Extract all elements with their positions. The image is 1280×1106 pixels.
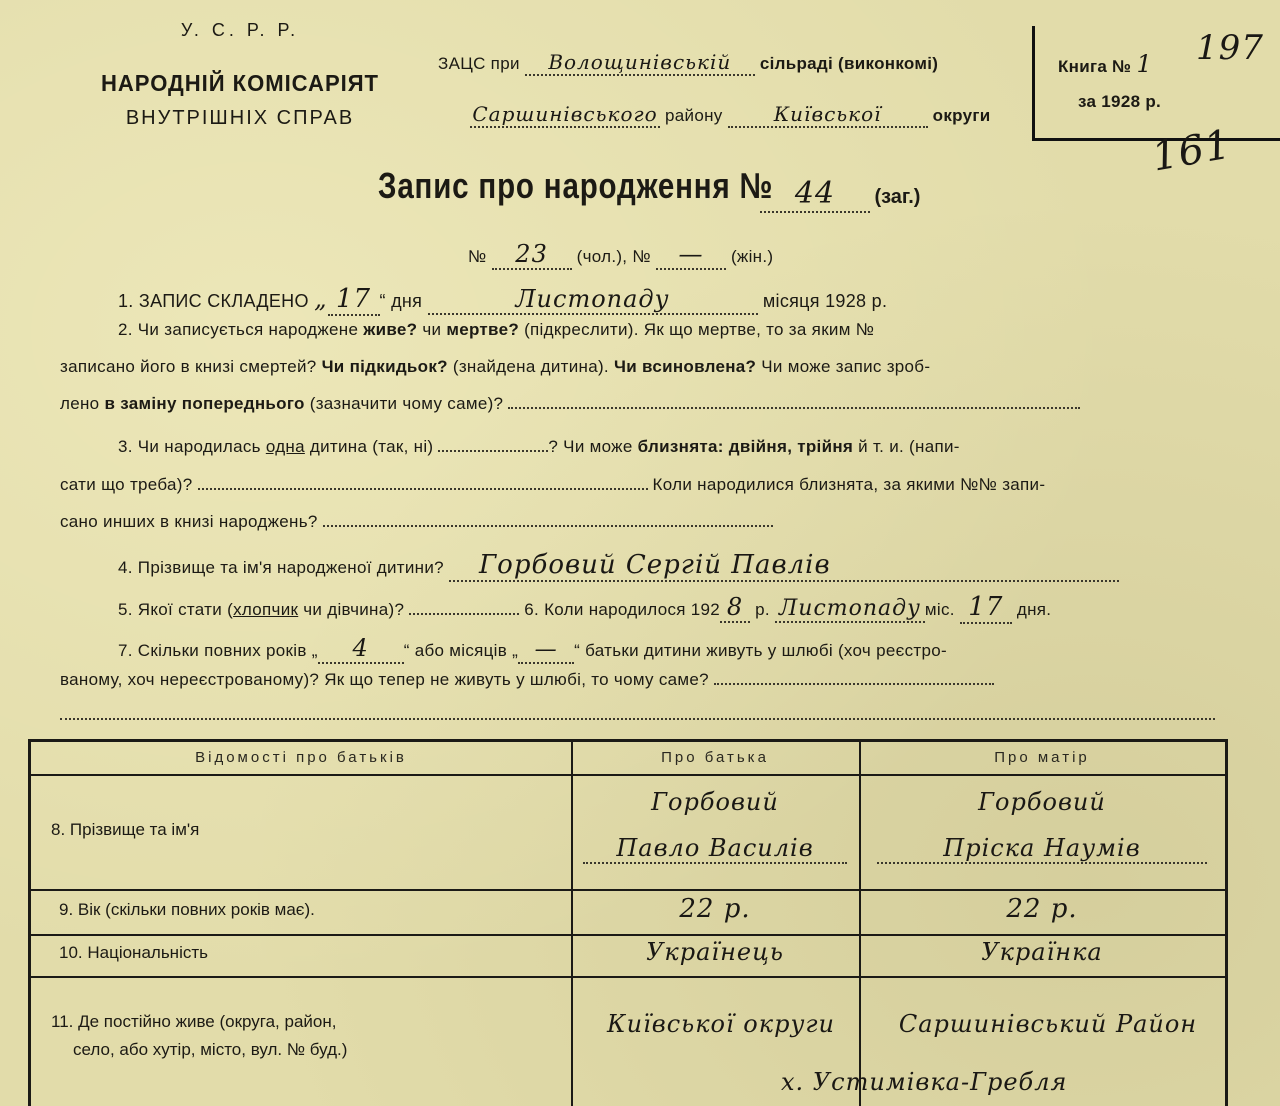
- q1-day-label: дня: [391, 291, 423, 311]
- q2-text-e: Чи може запис зроб-: [761, 357, 931, 376]
- q3-blank-1: [438, 450, 548, 452]
- q3-text-e: сати що треба)?: [60, 475, 193, 494]
- district-label: району: [665, 106, 723, 125]
- row10-label: 10. Національність: [59, 943, 208, 962]
- child-name: Горбовий Сергій Павлів: [449, 550, 1119, 582]
- q7-text-d: ваному, хоч нереєстрованому)? Як що тепер не живуть у шлюбі, то чому саме?: [60, 670, 709, 689]
- q2-text-b: (підкреслити). Як що мертве, то за яким №: [524, 320, 875, 339]
- book-year: за 1928 р.: [1078, 92, 1162, 111]
- q3-text-a: 3. Чи народилась: [118, 437, 261, 456]
- state-name: У. С. Р. Р.: [180, 20, 300, 40]
- commissariat-title: НАРОДНІЙ КОМІСАРІЯТ: [100, 70, 380, 96]
- q1-row: [118, 284, 887, 316]
- council-label: сільраді (виконкомі): [759, 54, 939, 73]
- q3-text-c: ? Чи може: [548, 437, 633, 456]
- zags-label: ЗАЦС при: [438, 54, 520, 73]
- gender-number-row: [468, 240, 773, 270]
- q2-line2: [60, 357, 930, 377]
- q3-line3: [60, 512, 773, 532]
- q5-boy: хлопчик: [233, 600, 299, 619]
- q3-blank-3: [323, 525, 773, 527]
- record-number: 44: [760, 176, 870, 213]
- mother-residence: Саршинівський Район: [898, 1010, 1198, 1038]
- q7-text-b: або місяців: [414, 641, 508, 660]
- female-label: (жін.): [730, 247, 774, 266]
- q3-text-b: дитина (так, ні): [309, 437, 434, 456]
- q6-month: Листопаду: [775, 596, 925, 623]
- male-number: 23: [492, 240, 572, 270]
- q1-quote-close: “: [379, 291, 386, 311]
- q7-years: 4: [318, 634, 404, 664]
- father-nationality: Українець: [646, 938, 784, 966]
- residence-line2: х. Устимівка-Гребля: [781, 1068, 1068, 1096]
- row11-label-line1: 11. Де постійно живе (округа, район,: [51, 1012, 337, 1031]
- mother-nationality: Українка: [981, 938, 1103, 966]
- q2-text-a: 2. Чи записується народжене: [118, 320, 359, 339]
- department-title: ВНУТРІШНІХ СПРАВ: [125, 107, 355, 129]
- parents-table: [28, 739, 1228, 1106]
- q7-months: —: [518, 637, 574, 664]
- male-label: (чол.), №: [576, 247, 651, 266]
- q3-twins: близнята: двійня, трійня: [637, 437, 854, 456]
- book-value: 1: [1136, 50, 1153, 78]
- q3-text-d: й т. и. (напи-: [858, 437, 960, 456]
- page-title: Запис про народження №: [378, 165, 774, 206]
- q7-blank-2: [60, 718, 1215, 720]
- q2-text-g: (зазначити чому саме)?: [309, 394, 504, 413]
- title-number-row: [760, 176, 920, 213]
- q1-tail: місяця 1928 р.: [762, 291, 888, 311]
- q6-dnia: дня.: [1016, 600, 1052, 619]
- father-surname: Горбовий: [651, 788, 779, 816]
- q5-text-b: чи дівчина)?: [303, 600, 405, 619]
- q7-text-a: 7. Скільки повних років: [118, 641, 307, 660]
- q2-or: чи: [422, 320, 442, 339]
- no-prefix: №: [468, 247, 487, 266]
- q7-line1: 7. Скільки повних років „ 4 “ або місяців „ — “ батьки дитини живуть у шлюбі (хоч реєстро-: [118, 634, 947, 662]
- row8-label: 8. Прізвище та ім'я: [51, 820, 200, 839]
- district-row: [470, 102, 991, 128]
- q2-line3: [60, 394, 1080, 414]
- zags-value: Волощинівській: [525, 50, 755, 76]
- district-value: Саршинівського: [470, 102, 660, 128]
- okrug-label: округи: [932, 106, 991, 125]
- row-divider-8: [31, 889, 1225, 891]
- row11-label-line2: село, або хутір, місто, вул. № буд.): [73, 1040, 348, 1059]
- record-suffix: (заг.): [874, 186, 921, 208]
- q4-label: 4. Прізвище та ім'я народженої дитини?: [118, 558, 444, 577]
- q3-text-f: Коли народилися близнята, за якими №№ запи-: [652, 475, 1046, 494]
- q5-q6-row: [118, 592, 1051, 624]
- q2-text-d: (знайдена дитина).: [452, 357, 609, 376]
- father-residence: Київської округи: [607, 1010, 835, 1038]
- q3-blank-2: [198, 488, 648, 490]
- q2-found: Чи підкидьок?: [321, 357, 448, 376]
- col-header-father: Про батька: [661, 749, 769, 766]
- okrug-value: Київської: [728, 102, 928, 128]
- q1-month: Листопаду: [428, 285, 758, 315]
- margin-number: 161: [1148, 121, 1235, 181]
- q6-day: 17: [960, 592, 1012, 624]
- q2-adopted: Чи всиновлена?: [613, 357, 757, 376]
- book-extra-number: 197: [1196, 28, 1264, 68]
- q6-mis: міс.: [924, 600, 955, 619]
- father-age: 22 р.: [679, 894, 751, 924]
- q3-line1: [118, 437, 960, 457]
- q6-r: р.: [755, 600, 770, 619]
- q7-text-c: батьки дитини живуть у шлюбі (хоч реєстро-: [585, 641, 947, 660]
- book-label: Книга №: [1058, 57, 1132, 76]
- q1-quote-open: „: [314, 285, 328, 313]
- zags-row: [438, 50, 938, 76]
- q2-live: живе?: [363, 320, 418, 339]
- row9-label: 9. Вік (скільки повних років має).: [59, 900, 315, 919]
- father-name: Павло Василів: [583, 834, 847, 864]
- q3-line2: [60, 475, 1045, 495]
- q2-line1: [118, 320, 874, 340]
- mother-name: Пріска Наумів: [877, 834, 1207, 864]
- mother-age: 22 р.: [1006, 894, 1078, 924]
- q7-line2: [60, 670, 994, 690]
- q3-one: одна: [265, 437, 305, 456]
- q2-text-f: лено: [60, 394, 100, 413]
- q3-text-g: сано инших в книзі народжень?: [60, 512, 318, 531]
- col-header-mother: Про матір: [994, 749, 1090, 766]
- female-number: —: [656, 240, 726, 270]
- q5-blank: [409, 613, 519, 615]
- col-header-info: Відомості про батьків: [195, 749, 407, 766]
- row-divider-9: [31, 934, 1225, 936]
- q1-label: 1. ЗАПИС СКЛАДЕНО: [118, 291, 309, 311]
- q2-dead: мертве?: [446, 320, 520, 339]
- row-divider-header: [31, 774, 1225, 776]
- q5-text-a: 5. Якої стати (: [118, 600, 234, 619]
- q2-replace: в заміну попереднього: [104, 394, 305, 413]
- mother-surname: Горбовий: [978, 788, 1106, 816]
- row-divider-10: [31, 976, 1225, 978]
- q1-day: 17: [328, 284, 380, 316]
- q7-blank-1: [714, 683, 994, 685]
- q6-label: 6. Коли народилося 192: [524, 600, 721, 619]
- q2-text-c: записано його в книзі смертей?: [60, 357, 317, 376]
- q2-blank-line: [508, 407, 1080, 409]
- q4-row: [118, 550, 1119, 582]
- q6-year: 8: [720, 593, 750, 623]
- book-number-row: [1058, 50, 1153, 78]
